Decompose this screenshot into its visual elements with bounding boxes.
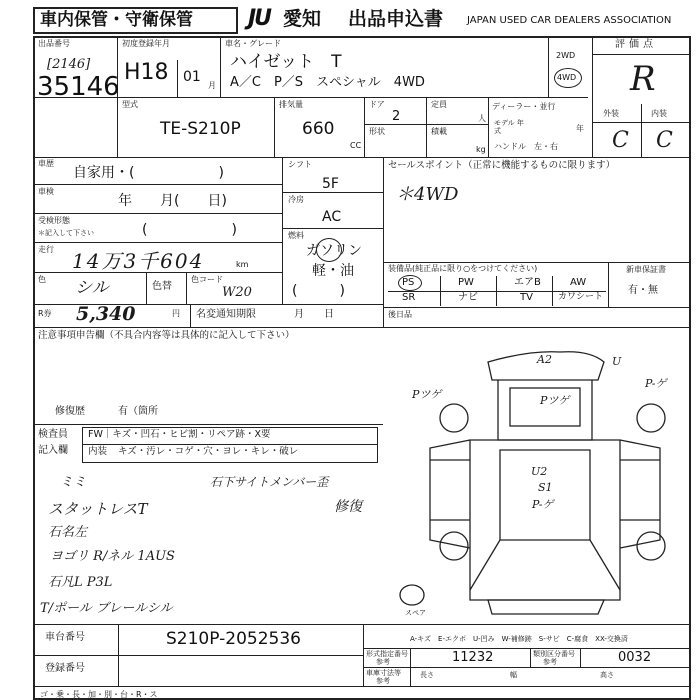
- option-4wd: 4WD: [557, 73, 577, 82]
- name-change-label: 名変通知期限: [196, 309, 256, 320]
- color-change-label: 色替: [152, 281, 172, 292]
- footer-extra: ゴ・乗・長・加・別・台・R・ス: [40, 690, 158, 699]
- model-year-unit: 年: [576, 124, 584, 133]
- equip-leather: カワシート: [558, 292, 604, 302]
- damage-mark-s1: S1: [538, 481, 553, 494]
- inspector-note-6: T/ポール ブレールシル: [40, 601, 173, 616]
- fuel-circle: [316, 238, 342, 262]
- damage-mark-p-right: P-ゲ: [645, 377, 667, 390]
- equip-tv: TV: [520, 292, 533, 303]
- inspector-label: 検査員: [38, 429, 68, 440]
- damage-mark-u: U: [612, 355, 622, 368]
- color: シル: [75, 278, 109, 298]
- fuel-gasoline: ガソリン: [306, 243, 362, 259]
- sales-point-label: セールスポイント（正常に機能するものに限ります）: [388, 160, 616, 171]
- dealer-label: ディーラー・並行: [492, 102, 556, 111]
- plate-number-label: 登録番号: [45, 663, 85, 674]
- class-number-label: 類別区分番号: [533, 650, 575, 658]
- ac: AC: [322, 209, 342, 225]
- inspector-side-note-2: 修復: [334, 499, 362, 515]
- inspector-note-3: 石名左: [48, 525, 88, 540]
- ps-circle: [398, 275, 422, 291]
- car-name: ハイゼット T: [230, 52, 342, 72]
- recycle-fee: 5,340: [76, 303, 136, 325]
- condition-label: 受検形態: [38, 216, 70, 225]
- recycle-yen: 円: [172, 309, 180, 318]
- inspector-row-exterior: FW｜キズ・凹石・ヒビ割・リペア跡・X要: [88, 429, 271, 440]
- color-code-label: 色コード: [191, 275, 223, 284]
- condition-paren: ( ): [142, 222, 237, 238]
- after-items-label: 後日品: [388, 310, 412, 319]
- shift: 5F: [322, 176, 339, 192]
- inspector-note-5: 石凡L P3L: [48, 575, 113, 590]
- inspection: 年 月( 日): [118, 193, 227, 209]
- damage-legend: A-キズ E-エクボ U-凹み W-補修跡 S-サビ C-腐食 XX-交換済: [410, 635, 628, 643]
- spec-ref: 参考: [376, 658, 390, 666]
- height-label: 高さ: [600, 671, 614, 679]
- spare-tire-label: スペア: [405, 609, 426, 617]
- mileage: 14万3千604: [72, 249, 205, 273]
- damage-mark-a2: A2: [537, 353, 552, 366]
- score-value: R: [630, 59, 656, 99]
- lane-number: [2146]: [47, 57, 91, 72]
- score-label: 評価点: [615, 39, 657, 50]
- reg-month: 01: [183, 69, 201, 85]
- repair-label: 修復歴: [55, 406, 85, 417]
- chassis-number-label: 車台番号: [45, 632, 85, 643]
- car-grade: A／C P／S スペシャル 4WD: [230, 75, 425, 90]
- mileage-label: 走行: [38, 245, 54, 254]
- ac-label: 冷房: [288, 195, 304, 204]
- width-label: 幅: [510, 671, 517, 679]
- form-title: 出品申込書: [348, 8, 444, 30]
- steering-label: ハンドル 左・右: [494, 142, 558, 151]
- color-code: W20: [222, 285, 252, 300]
- equip-airbag: エアB: [514, 277, 541, 288]
- chassis-number: S210P-2052536: [166, 629, 301, 649]
- name-change: 月 日: [294, 309, 334, 320]
- inspection-label: 車検: [38, 187, 54, 196]
- spec-number: 11232: [452, 650, 494, 665]
- org-name: 愛知: [283, 8, 322, 30]
- reg-month-unit: 月: [208, 81, 216, 90]
- inspector-label-2: 記入欄: [38, 445, 68, 456]
- garage-size-label: 車庫寸法等: [366, 669, 401, 677]
- usage: 自家用・( ): [73, 165, 224, 181]
- model-code-label: 型式: [122, 100, 138, 109]
- capacity-label: 定員: [431, 100, 447, 109]
- repair: 有（箇所: [118, 406, 158, 417]
- damage-mark-p-top: Pツゲ: [540, 394, 570, 407]
- car-name-label: 車名・グレード: [225, 39, 281, 48]
- class-ref: 参考: [543, 658, 557, 666]
- damage-mark-p-left: Pツゲ: [412, 388, 442, 401]
- recycle-label: R券: [38, 309, 52, 318]
- displacement-unit: CC: [350, 141, 362, 150]
- body-shape-label: 形状: [369, 127, 385, 136]
- warranty-label: 新車保証書: [626, 265, 666, 274]
- option-2wd: 2WD: [556, 51, 576, 60]
- listing-number: 35146: [37, 72, 120, 102]
- capacity-unit: 人: [478, 114, 486, 123]
- equip-sr: SR: [402, 292, 416, 303]
- fuel-paren: ( ): [292, 283, 345, 299]
- listing-number-label: 出品番号: [38, 39, 70, 48]
- warranty: 有・無: [628, 285, 658, 296]
- exterior-grade: C: [612, 128, 629, 153]
- interior-grade: C: [656, 128, 673, 153]
- equipment-label: 装備品(純正品に限り○をつけてください): [388, 264, 538, 273]
- caution-label: 注意事項申告欄（不具合内容等は具体的に記入して下さい）: [38, 330, 295, 341]
- shift-label: シフト: [288, 160, 312, 169]
- displacement-label: 排気量: [279, 100, 303, 109]
- fuel-diesel: 軽・油: [312, 263, 354, 279]
- inspector-side-note-1: 石下サイトメンバー歪: [210, 475, 329, 489]
- inspector-note-1: ミミ: [60, 475, 87, 490]
- inspector-row-interior-label: 内装: [88, 446, 108, 457]
- equip-pw: PW: [458, 277, 474, 288]
- inspector-row-interior: キズ・汚レ・コゲ・穴・ヨレ・キレ・破レ: [118, 446, 299, 457]
- equip-ps: PS: [402, 277, 415, 288]
- model-code: TE-S210P: [160, 119, 241, 139]
- usage-label: 車歴: [38, 159, 54, 168]
- ju-logo: JU: [248, 6, 271, 31]
- mileage-unit: km: [236, 260, 249, 269]
- equip-navi: ナビ: [458, 292, 478, 303]
- reg-date-label: 初度登録年月: [122, 39, 170, 48]
- model-year-label: モデル 年式: [494, 119, 524, 135]
- class-number: 0032: [618, 650, 652, 665]
- 4wd-circle: [554, 68, 582, 88]
- load-label: 積載: [431, 127, 447, 136]
- exterior-label: 外装: [603, 109, 619, 118]
- length-label: 長さ: [420, 671, 434, 679]
- doors: 2: [392, 109, 401, 124]
- form-subtitle: JAPAN USED CAR DEALERS ASSOCIATION: [467, 15, 672, 26]
- reg-year: H18: [124, 60, 169, 85]
- inspector-note-2: スタットレスT: [48, 500, 148, 518]
- storage-tag-text: 車内保管・守衛保管: [40, 10, 193, 30]
- garage-ref: 参考: [376, 677, 390, 685]
- damage-mark-u2: U2: [531, 465, 548, 478]
- doors-label: ドア: [369, 100, 385, 109]
- damage-mark-p-center: P-ゲ: [532, 498, 554, 511]
- equip-aw: AW: [570, 277, 587, 288]
- fuel-label: 燃料: [288, 231, 304, 240]
- interior-label: 内装: [651, 109, 667, 118]
- spec-number-label: 形式指定番号: [366, 650, 408, 658]
- inspector-note-4: ヨゴリ R/ネル 1AUS: [50, 549, 175, 564]
- load-unit: kg: [476, 145, 486, 154]
- color-label: 色: [38, 275, 46, 284]
- displacement: 660: [302, 119, 335, 139]
- sales-point: ＊4WD: [396, 184, 459, 205]
- condition-note: ＊記入して下さい: [38, 229, 94, 237]
